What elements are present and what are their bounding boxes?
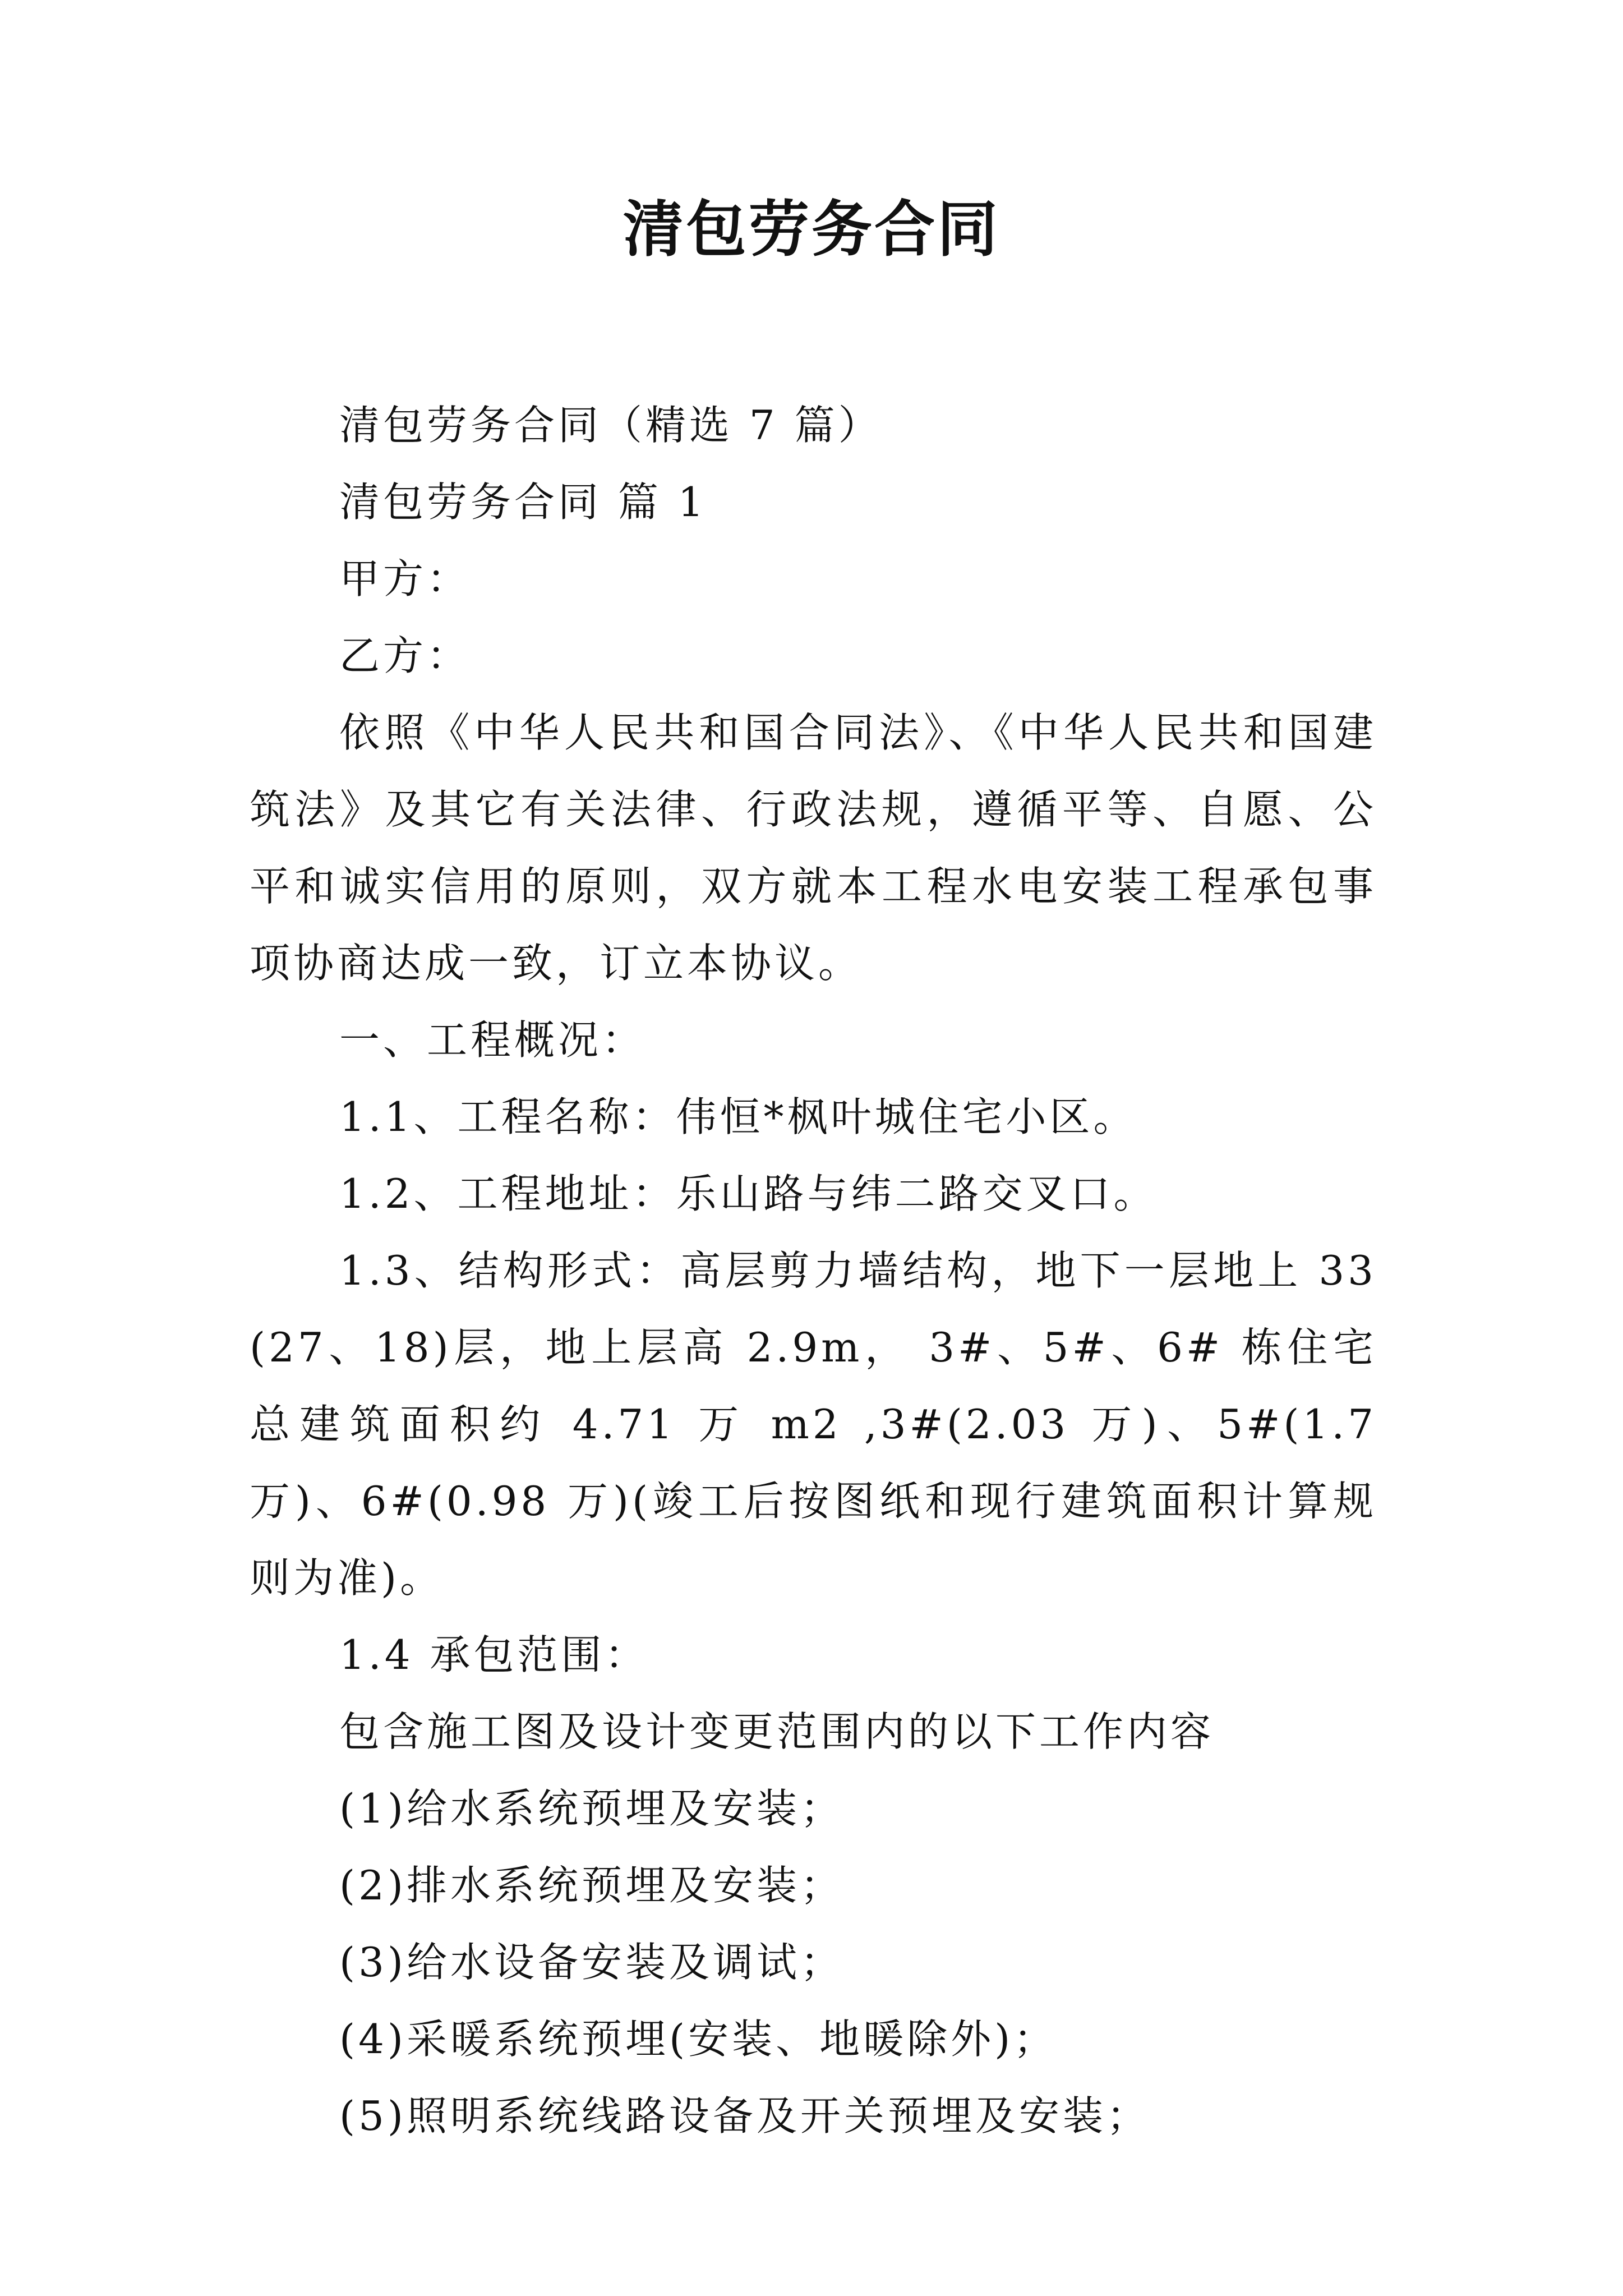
document-body xyxy=(250,387,1377,2155)
document-title: 清包劳务合同 xyxy=(623,194,1000,265)
paragraph-structure: 1.3、结构形式：高层剪力墙结构，地下一层地上 33(27、18)层，地上层高 2.9m， 3#、5#、6# 栋住宅总建筑面积约 4.71 万 m2 ,3#(2.03 万)、5#(1.7 万)、6#(0.98 万)(竣工后按图纸和现行建筑面积计算规则为准)。 xyxy=(250,1247,1377,1602)
paragraph-section-heading: 清包劳务合同 篇 1 xyxy=(339,478,707,526)
paragraph-overview-heading: 一、工程概况： xyxy=(339,1016,646,1064)
paragraph-party-a: 甲方： xyxy=(339,555,471,602)
paragraph-scope-item-1: (1)给水系统预埋及安装； xyxy=(339,1785,844,1832)
paragraph-scope-heading: 1.4 承包范围： xyxy=(339,1631,649,1678)
paragraph-scope-intro: 包含施工图及设计变更范围内的以下工作内容 xyxy=(339,1708,1215,1755)
paragraph-project-address: 1.2、工程地址：乐山路与纬二路交叉口。 xyxy=(339,1170,1158,1217)
paragraph-scope-item-4: (4)采暖系统预埋(安装、地暖除外)； xyxy=(339,2016,1058,2063)
paragraph-scope-item-2: (2)排水系统预埋及安装； xyxy=(339,1862,844,1909)
paragraph-scope-item-5: (5)照明系统线路设备及开关预埋及安装； xyxy=(339,2092,1150,2139)
paragraph-scope-item-3: (3)给水设备安装及调试； xyxy=(339,1939,844,1986)
paragraph-project-name: 1.1、工程名称：伟恒*枫叶城住宅小区。 xyxy=(339,1093,1137,1140)
paragraph-party-b: 乙方： xyxy=(339,632,471,679)
paragraph-subtitle: 清包劳务合同（精选 7 篇） xyxy=(339,402,882,449)
paragraph-preamble: 依照《中华人民共和国合同法》、《中华人民共和国建筑法》及其它有关法律、行政法规，遵循平等、自愿、公平和诚实信用的原则，双方就本工程水电安装工程承包事项协商达成一致，订立本协议。 xyxy=(250,709,1377,987)
